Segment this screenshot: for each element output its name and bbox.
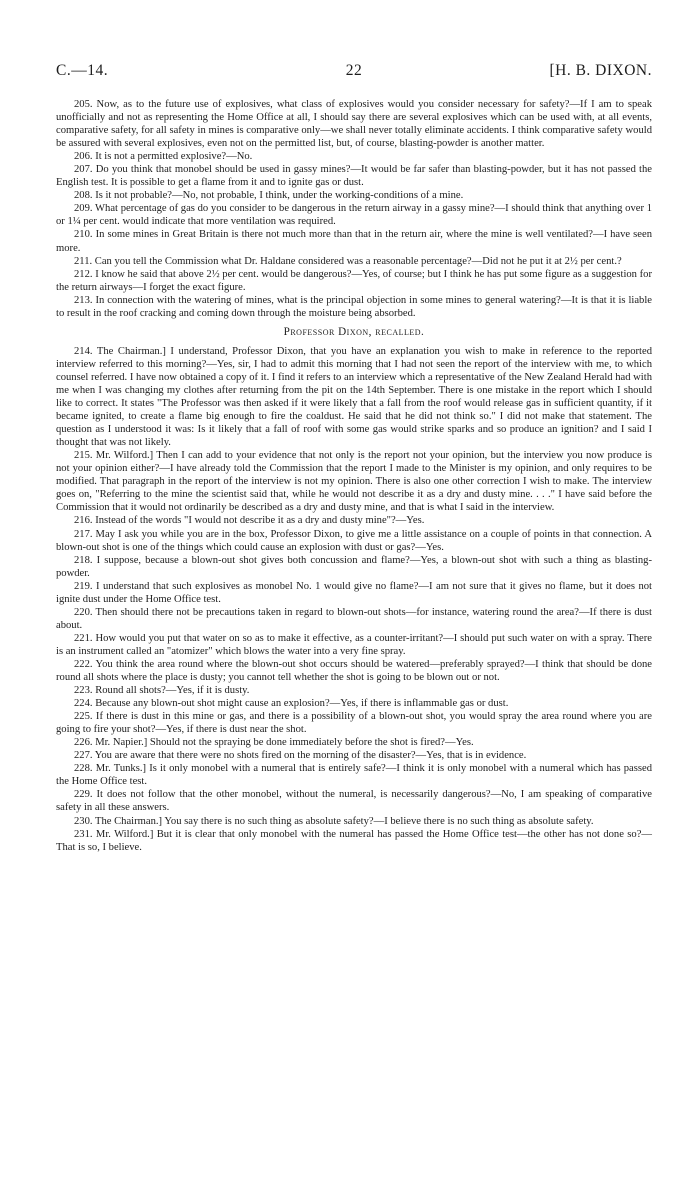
- paragraph: 218. I suppose, because a blown-out shot gives both concussion and flame?—Yes, a blown-out shot with such a thing as blasting-powder.: [56, 554, 652, 579]
- paragraph: 226. Mr. Napier.] Should not the spraying be done immediately before the shot is fired?—Yes.: [74, 737, 474, 749]
- paragraph: 214. The Chairman.] I understand, Professor Dixon, that you have an explanation you wish to make in reference to the reported interview referred to this morning?—Yes, sir, I had to admit this morning that I had not seen the report of the interview with me, to which counsel referred. I have now obtained a copy of it. I find it refers to an interview which a representative of the New Zealand Herald had with me when I was changing my clothes after returning from the pit on the 14th September. There is one mistake in the report which I should like to correct. It states "The Professor was then asked if it were likely that a fall from the roof would release gas in sufficient quantity, if it became ignited, to create a flame big enough to fire the coaldust. He said that he did not think so." I did not make that statement. The question as I understood it was: Is it likely that a fall of roof with some gas would strike sparks and so produce an ignition? and I said I thought that was not likely.: [56, 345, 652, 449]
- paragraph: 229. It does not follow that the other monobel, without the numeral, is necessarily dangerous?—No, I am speaking of comparative safety in all these answers.: [56, 789, 652, 814]
- paragraph: 211. Can you tell the Commission what Dr. Haldane considered was a reasonable percentage?—Did not he put it at 2½ per cent.?: [74, 255, 622, 267]
- page-body: [56, 98, 652, 854]
- page-header: [56, 62, 652, 80]
- paragraph: 224. Because any blown-out shot might cause an explosion?—Yes, if there is inflammable gas or dust.: [74, 698, 509, 710]
- witness-name: [H. B. DIXON.: [549, 62, 652, 79]
- section-heading: Professor Dixon, recalled.: [283, 325, 425, 338]
- paragraph: 225. If there is dust in this mine or gas, and there is a possibility of a blown-out shot, you would spray the area round where you are going to fire your shot?—Yes, if there is dust near the shot.: [56, 711, 652, 736]
- paragraph: 230. The Chairman.] You say there is no such thing as absolute safety?—I believe there is no such thing as absolute safety.: [74, 815, 594, 827]
- page-number: 22: [345, 62, 363, 79]
- paragraph: 205. Now, as to the future use of explosives, what class of explosives would you consider necessary for safety?—If I am to speak unofficially and not as representing the Home Office at all, I should say there are several explosives which can be used with, at all events, comparative safety, for all safety in mines is comparative only—we shall never totally eliminate accidents. I think comparative safety would be assured with several explosives, even not on the permitted list, but, of course, blasting-powder is another matter.: [56, 99, 652, 150]
- paragraph: 217. May I ask you while you are in the box, Professor Dixon, to give me a little assistance on a couple of points in that connection. A blown-out shot is one of the things which could cause an explosion with dust or gas?—Yes.: [56, 528, 652, 553]
- paragraph: 213. In connection with the watering of mines, what is the principal objection in some mines to general watering?—It is that it is liable to result in the roof cracking and coming down through the moisture being absorbed.: [56, 294, 652, 319]
- paragraph: 209. What percentage of gas do you consider to be dangerous in the return airway in a gassy mine?—I should think that anything over 1 or 1¼ per cent. would indicate that more ventilation was required.: [56, 203, 652, 228]
- paragraph: 222. You think the area round where the blown-out shot occurs should be watered—preferably sprayed?—I think that should be done round all shots where the place is dusty; you cannot tell whether the shot is going to be blown out or not.: [56, 658, 652, 684]
- paragraph: 219. I understand that such explosives as monobel No. 1 would give no flame?—I am not sure that it gives no flame, but it does not ignite dust under the Home Office test.: [56, 580, 652, 605]
- paragraph: 210. In some mines in Great Britain is there not much more than that in the return air, where the mine is well ventilated?—I have seen more.: [56, 229, 652, 254]
- paragraph: 208. Is it not probable?—No, not probable, I think, under the working-conditions of a mine.: [74, 190, 464, 202]
- paragraph: 220. Then should there not be precautions taken in regard to blown-out shots—for instance, watering round the area?—If there is dust about.: [56, 606, 652, 631]
- paragraph: 216. Instead of the words "I would not describe it as a dry and dusty mine"?—Yes.: [74, 515, 425, 527]
- closing-paragraph: 231. Mr. Wilford.] But it is clear that only monobel with the numeral has passed the Home Office test—the other has not done so?—That is so, I believe.: [56, 828, 652, 853]
- paragraph: 227. You are aware that there were no shots fired on the morning of the disaster?—Yes, that is in evidence.: [74, 750, 527, 762]
- document-reference: C.—14.: [56, 62, 109, 79]
- paragraph: 228. Mr. Tunks.] Is it only monobel with a numeral that is entirely safe?—I think it is only monobel with a numeral which has passed the Home Office test.: [56, 763, 652, 788]
- paragraph: 207. Do you think that monobel should be used in gassy mines?—It would be far safer than blasting-powder, but it has not passed the English test. It is possible to get a flame from it and to ignite gas or dust.: [56, 164, 652, 189]
- paragraph: 206. It is not a permitted explosive?—No.: [74, 151, 253, 163]
- paragraph: 212. I know he said that above 2½ per cent. would be dangerous?—Yes, of course; but I think he has put some figure as a suggestion for the return airways—I forget the exact figure.: [56, 268, 652, 293]
- paragraph: 215. Mr. Wilford.] Then I can add to your evidence that not only is the report not your opinion, but the interview you now produce is not your opinion either?—I have already told the Commission that the report I made to the Minister is my opinion, and only requires to be modified. That paragraph in the report of the interview is not my opinion. There is also one other correction I wish to make. The interview goes on, "Referring to the mine the scientist said that, while he would not describe it as a dry and dusty mine. . . ." I have said before the Commission that it would not ordinarily be described as a dry and dusty mine, and that is what I said in the interview.: [56, 450, 652, 514]
- paragraph: 221. How would you put that water on so as to make it effective, as a counter-irritant?—I should put such water on with a spray. There is an instrument called an "atomizer" which blows the water into a very fine spray.: [56, 632, 652, 657]
- paragraph: 223. Round all shots?—Yes, if it is dusty.: [74, 685, 250, 697]
